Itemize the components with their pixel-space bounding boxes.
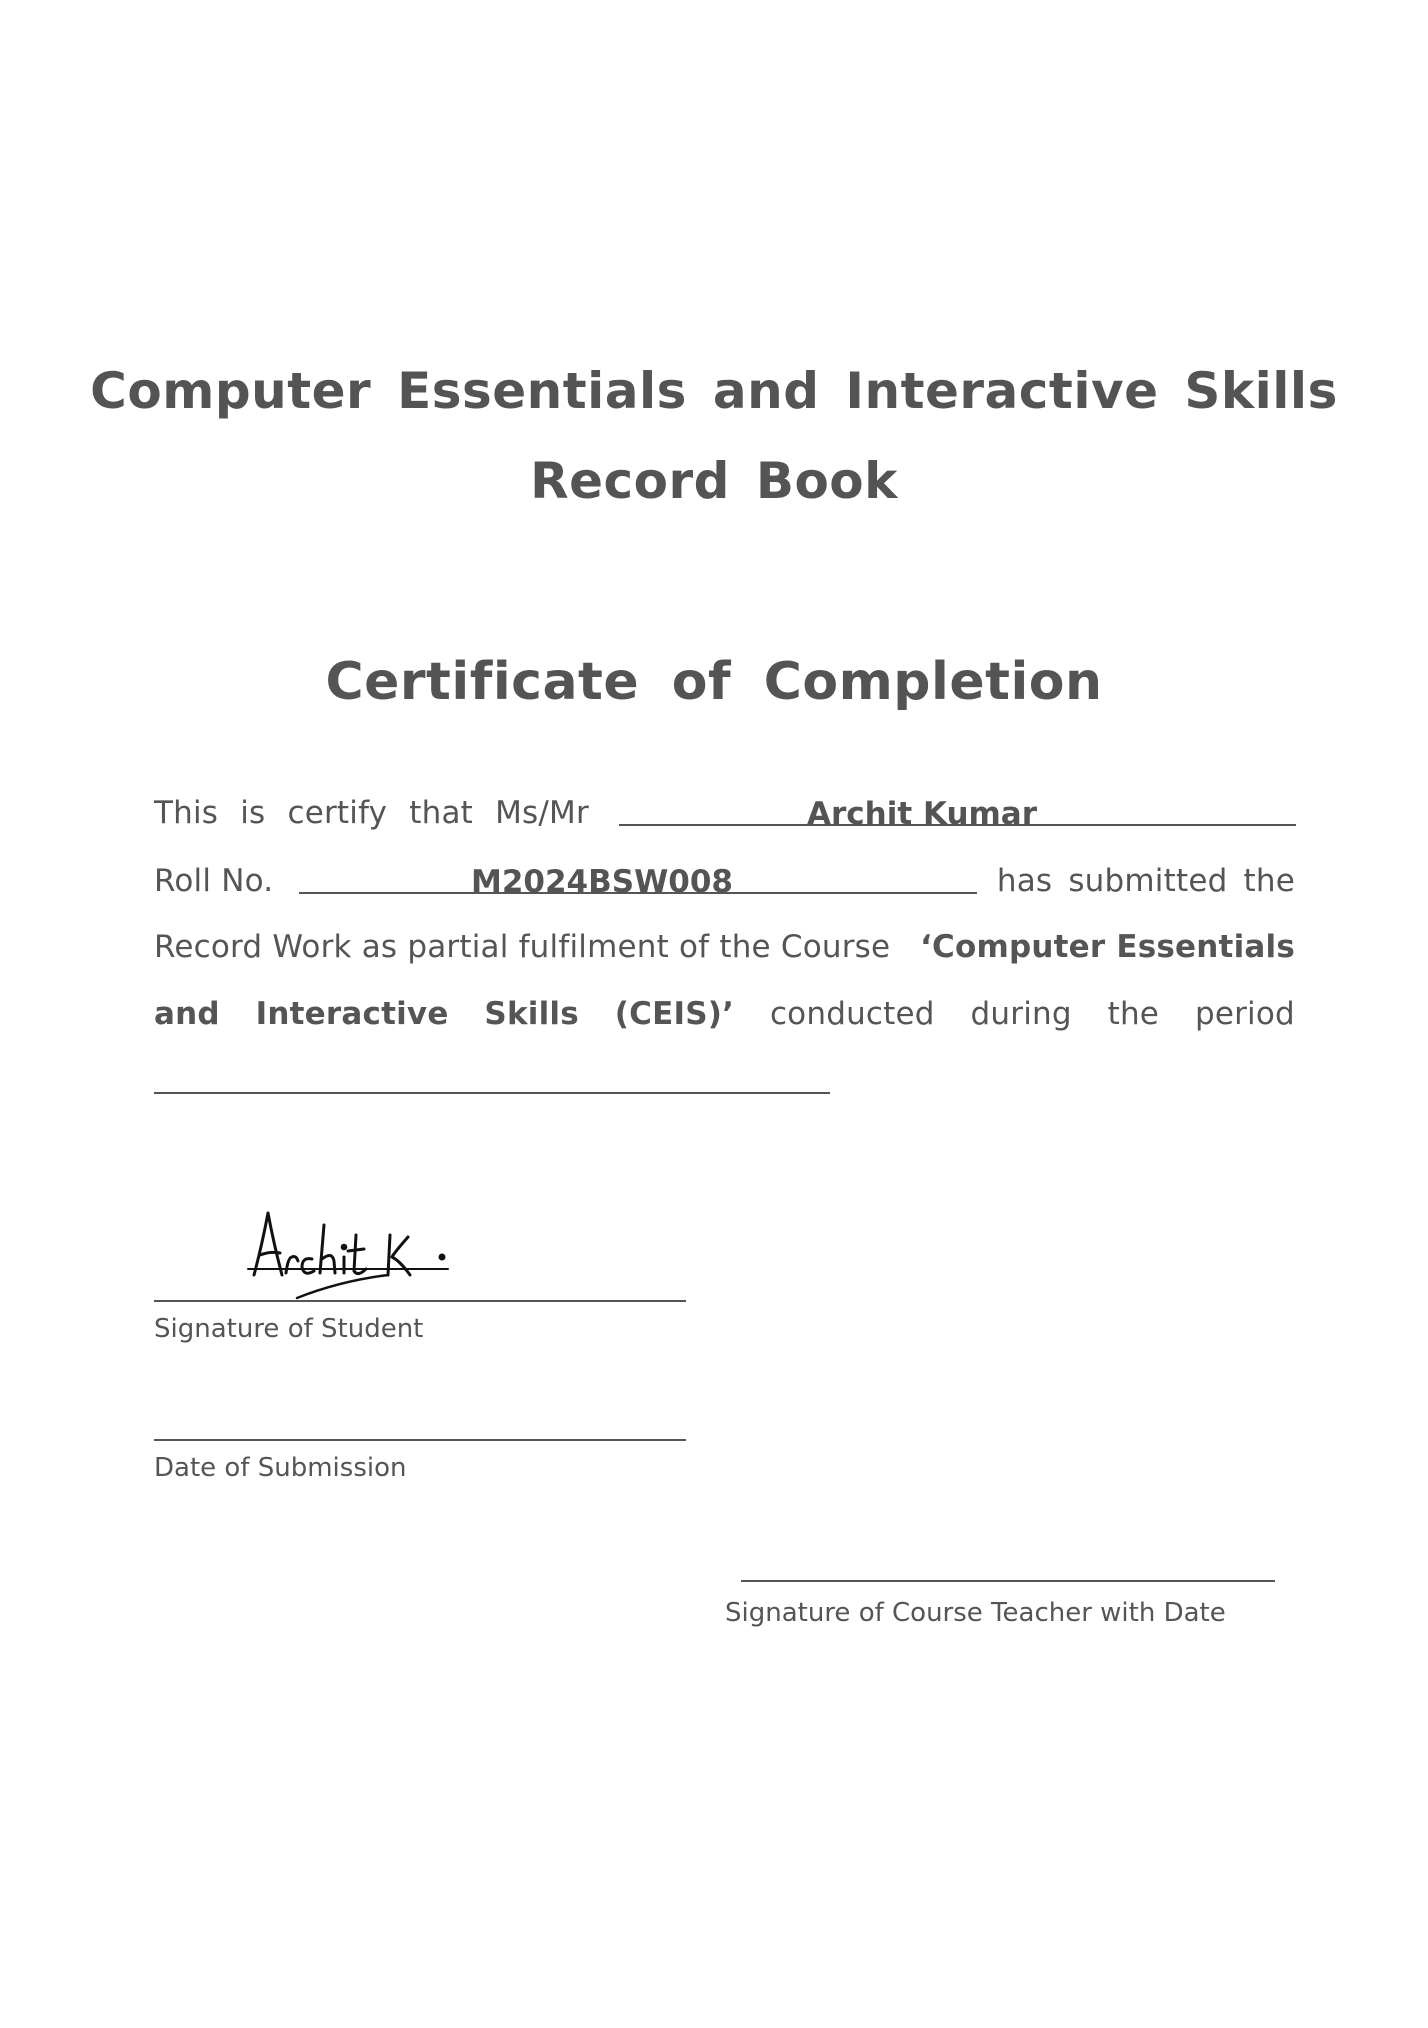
roll-label: Roll No. [154,863,274,899]
word: the [1107,996,1160,1032]
word: and [154,996,220,1032]
word: period [1194,996,1295,1032]
document-title-line1: Computer Essentials and Interactive Skills [90,362,1338,420]
word: Interactive [255,996,449,1032]
course-period-line [154,996,1295,1032]
student-signature-line [154,1300,686,1302]
teacher-signature-line [741,1580,1275,1582]
date-of-submission-label: Date of Submission [154,1453,407,1483]
certify-intro-text [154,795,589,831]
student-signature-label: Signature of Student [154,1314,424,1344]
teacher-signature-label: Signature of Course Teacher with Date [725,1598,1226,1628]
certificate-heading: Certificate of Completion [325,652,1103,712]
student-signature-icon [240,1195,460,1305]
course-line [154,929,1295,965]
word: Ms/Mr [495,795,589,831]
course-line-regular: Record Work as partial fulfilment of the Course [154,929,891,965]
word: that [409,795,474,831]
roll-suffix-text: has submitted the [996,863,1295,899]
period-field-underline[interactable] [154,1092,830,1094]
word: certify [287,795,388,831]
roll-number-field[interactable]: M2024BSW008 [471,864,733,900]
course-name-bold: ‘Computer Essentials [920,929,1295,965]
student-name-field[interactable]: Archit Kumar [807,796,1038,832]
word: This [154,795,219,831]
word: conducted [769,996,935,1032]
word: Skills [484,996,579,1032]
date-of-submission-line[interactable] [154,1439,686,1441]
word: during [970,996,1072,1032]
word: (CEIS)’ [614,996,735,1032]
document-title-line2: Record Book [530,452,898,510]
word: is [240,795,266,831]
